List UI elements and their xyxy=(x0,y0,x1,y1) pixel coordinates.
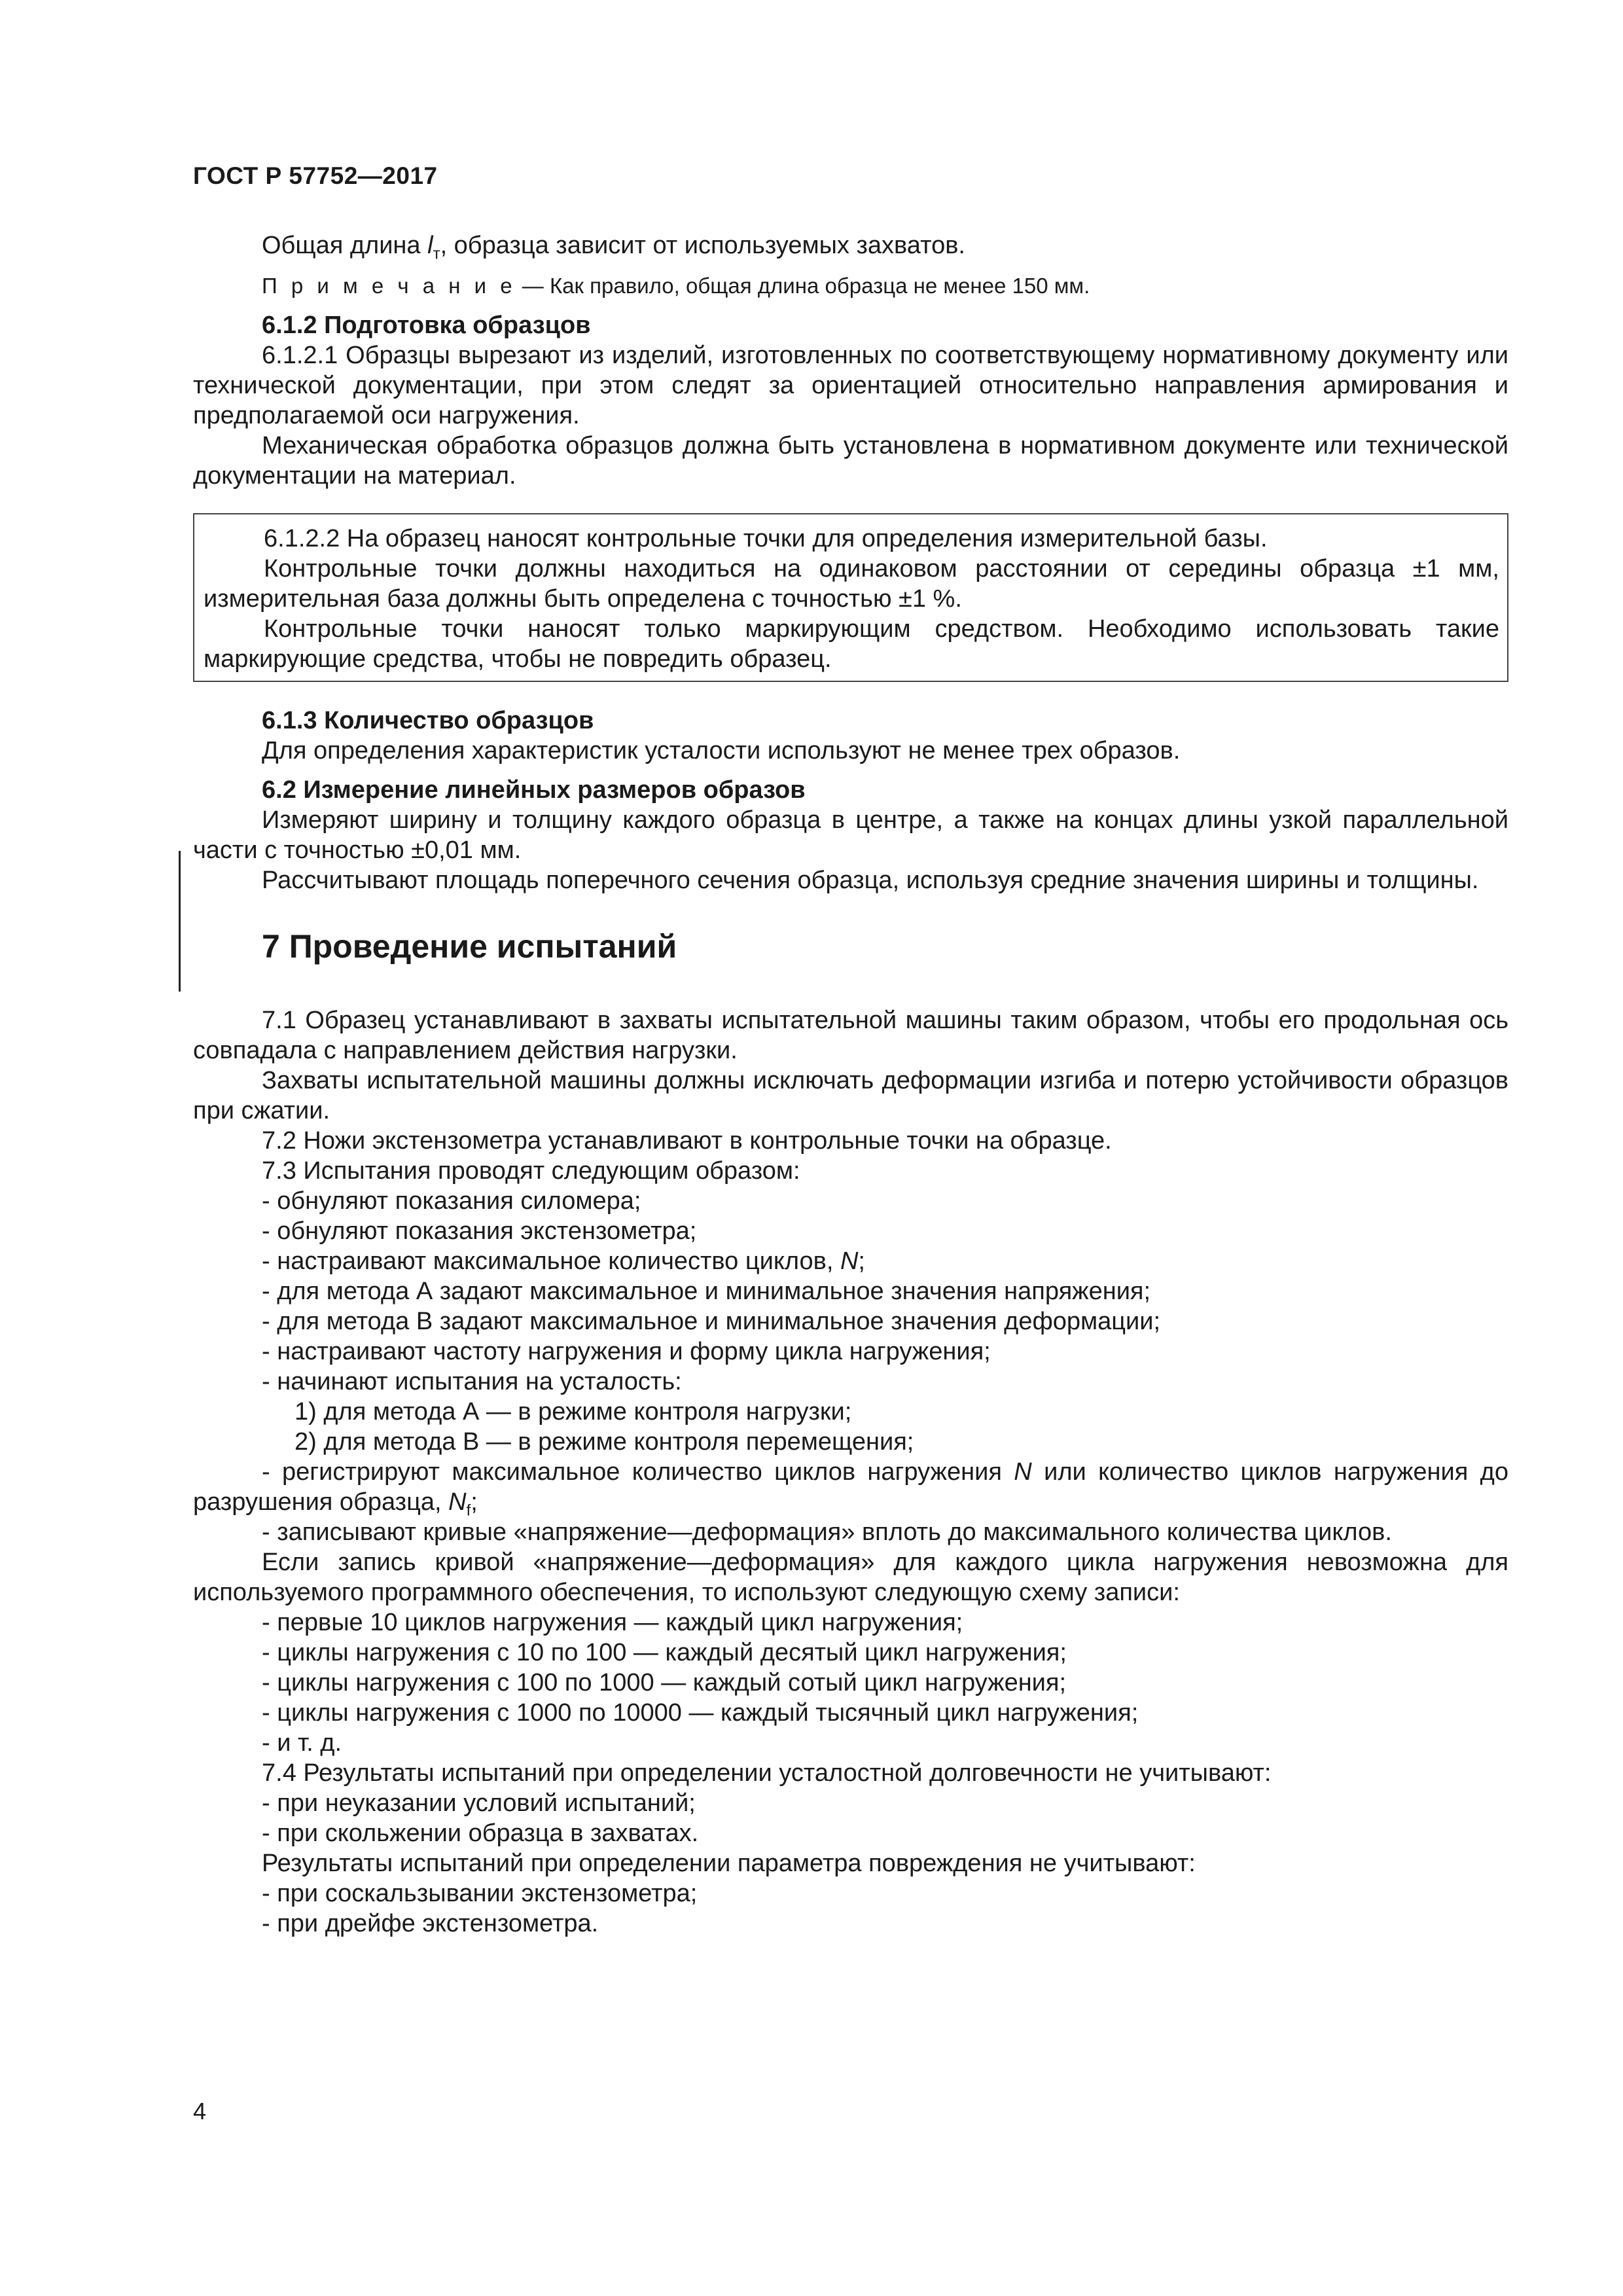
paragraph-7-1-grips: Захваты испытательной машины должны исключать деформации изгиба и потерю устойчивости образцов при сжатии. xyxy=(193,1067,1508,1124)
paragraph-6-2-area: Рассчитывают площадь поперечного сечения образца, используя средние значения ширины и толщины. xyxy=(262,867,1479,894)
list-item: - для метода В задают максимальное и минимальное значения деформации; xyxy=(262,1308,1161,1335)
symbol-nf-subscript: f xyxy=(466,1501,471,1520)
paragraph-recording-scheme: Если запись кривой «напряжение—деформация» для каждого цикла нагружения невозможна для используемого программного обеспечения, то используют следующую схему записи: xyxy=(193,1549,1508,1606)
list-item: - и т. д. xyxy=(262,1729,342,1757)
paragraph-6-1-2-1: 6.1.2.1 Образцы вырезают из изделий, изготовленных по соответствующему нормативному документу или технической документации, при этом следят за ориентацией относительно направления армирования и предполагаемой оси нагружения. xyxy=(193,342,1508,429)
list-item: - обнуляют показания силомера; xyxy=(262,1187,641,1215)
list-item: - при скольжении образца в захватах. xyxy=(262,1820,699,1847)
section-6-1-3-title: 6.1.3 Количество образцов xyxy=(262,707,594,734)
length-paragraph xyxy=(193,230,1508,263)
paragraph-control-points-distance: Контрольные точки должны находиться на одинаковом расстоянии от середины образца ±1 мм, измерительная база должны быть определена с точностью ±1 %. xyxy=(204,555,1499,613)
paragraph-machining: Механическая обработка образцов должна быть установлена в нормативном документе или технической документации на материал. xyxy=(193,432,1508,490)
register-text-b: или количество циклов нагружения до разрушения образца, xyxy=(193,1458,1508,1516)
page-number: 4 xyxy=(193,2098,207,2125)
paragraph-6-1-3: Для определения характеристик усталости используют не менее трех образов. xyxy=(262,737,1181,764)
length-subscript: т xyxy=(433,245,440,263)
list-item: - настраивают частоту нагружения и форму цикла нагружения; xyxy=(262,1338,991,1365)
paragraph-7-4: 7.4 Результаты испытаний при определении усталостной долговечности не учитывают: xyxy=(262,1759,1272,1787)
note-text: — Как правило, общая длина образца не менее 150 мм. xyxy=(516,274,1090,298)
note-label: П р и м е ч а н и е xyxy=(262,274,516,298)
register-text-c: ; xyxy=(471,1488,478,1516)
document-header: ГОСТ Р 57752—2017 xyxy=(193,162,438,189)
list-item: - при дрейфе экстензометра. xyxy=(262,1910,599,1937)
list-item-register xyxy=(193,1457,1508,1520)
note-paragraph xyxy=(193,271,1508,301)
symbol-nf: N xyxy=(448,1488,467,1516)
list-item: - циклы нагружения с 100 по 1000 — каждый сотый цикл нагружения; xyxy=(262,1669,1067,1696)
length-symbol: l xyxy=(427,232,433,259)
section-7-title: 7 Проведение испытаний xyxy=(262,928,677,965)
framed-block-6-1-2-2 xyxy=(193,513,1508,682)
paragraph-7-3: 7.3 Испытания проводят следующим образом: xyxy=(262,1157,800,1185)
paragraph-7-2: 7.2 Ножи экстензометра устанавливают в контрольные точки на образце. xyxy=(262,1127,1112,1155)
paragraph-damage-results: Результаты испытаний при определении параметра повреждения не учитывают: xyxy=(262,1850,1196,1877)
paragraph-6-1-2-2: 6.1.2.2 На образец наносят контрольные точки для определения измерительной базы. xyxy=(264,525,1268,552)
length-text-b: , образца зависит от используемых захватов. xyxy=(440,232,965,259)
list-item: - циклы нагружения с 1000 по 10000 — каждый тысячный цикл нагружения; xyxy=(262,1699,1139,1727)
list-item-text: ; xyxy=(858,1247,865,1275)
section-6-1-2-title: 6.1.2 Подготовка образцов xyxy=(262,312,591,339)
list-item-text: - настраивают максимальное количество циклов, xyxy=(262,1247,840,1275)
change-bar xyxy=(179,851,181,992)
numbered-item: 1) для метода А — в режиме контроля нагрузки; xyxy=(294,1398,852,1426)
list-item: - при соскальзывании экстензометра; xyxy=(262,1880,698,1907)
list-item: - начинают испытания на усталость: xyxy=(262,1368,682,1395)
document-body xyxy=(193,230,1508,1939)
register-text-a: - регистрируют максимальное количество циклов нагружения xyxy=(262,1458,1014,1486)
length-text-a: Общая длина xyxy=(262,232,428,259)
list-item-curves: - записывают кривые «напряжение—деформация» вплоть до максимального количества циклов. xyxy=(262,1518,1392,1546)
numbered-item: 2) для метода В — в режиме контроля перемещения; xyxy=(294,1428,914,1456)
symbol-n: N xyxy=(840,1247,859,1275)
list-item: - первые 10 циклов нагружения — каждый цикл нагружения; xyxy=(262,1609,963,1636)
paragraph-7-1: 7.1 Образец устанавливают в захваты испытательной машины таким образом, чтобы его продольная ось совпадала с направлением действия нагрузки. xyxy=(193,1007,1508,1064)
list-item: - обнуляют показания экстензометра; xyxy=(262,1217,697,1245)
list-item xyxy=(193,1246,1508,1276)
paragraph-control-points-marking: Контрольные точки наносят только маркирующим средством. Необходимо использовать такие маркирующие средства, чтобы не повредить образец. xyxy=(204,615,1499,673)
list-item: - циклы нагружения с 10 по 100 — каждый десятый цикл нагружения; xyxy=(262,1639,1067,1666)
symbol-n: N xyxy=(1014,1458,1032,1486)
paragraph-6-2-measure: Измеряют ширину и толщину каждого образца в центре, а также на концах длины узкой параллельной части с точностью ±0,01 мм. xyxy=(193,806,1508,864)
list-item: - для метода А задают максимальное и минимальное значения напряжения; xyxy=(262,1278,1151,1305)
list-item: - при неуказании условий испытаний; xyxy=(262,1789,696,1817)
section-6-2-title: 6.2 Измерение линейных размеров образов xyxy=(262,776,806,804)
